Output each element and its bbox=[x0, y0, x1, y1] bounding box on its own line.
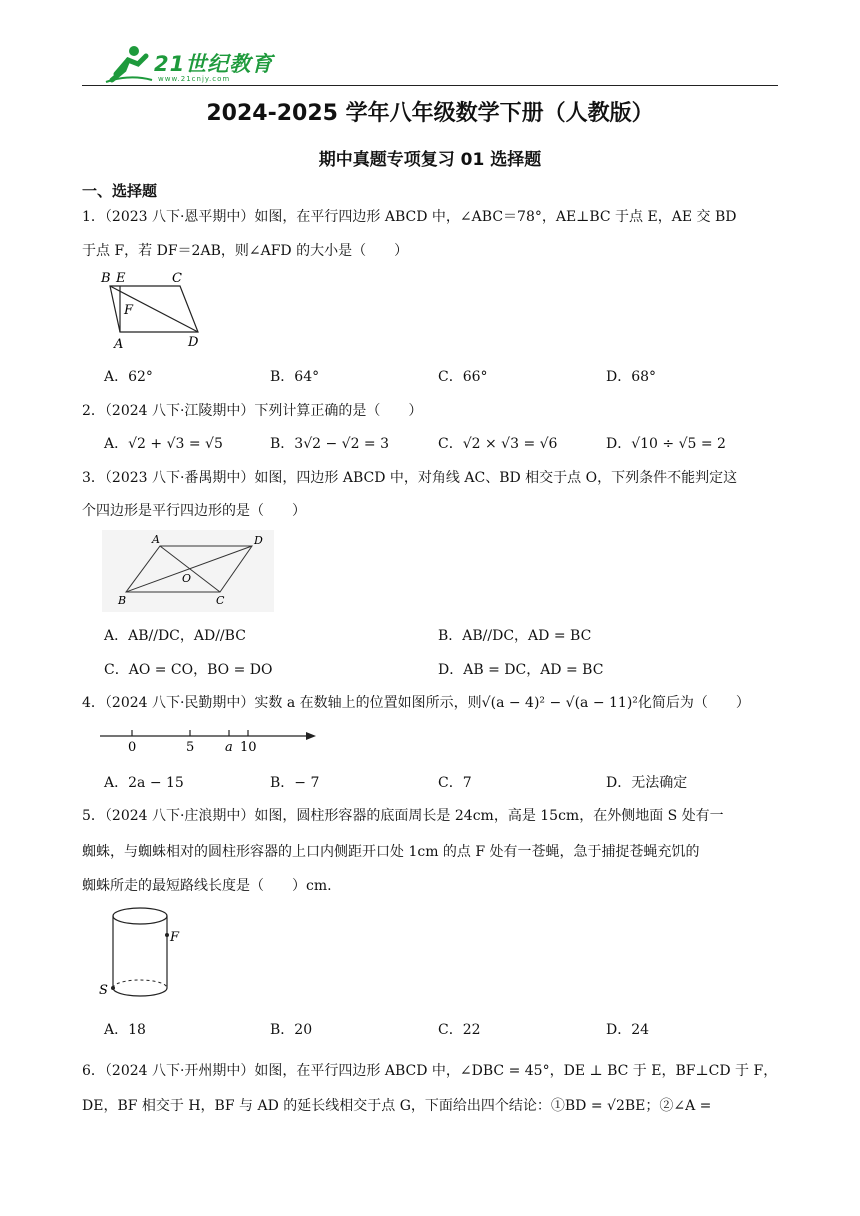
q1-label-a: A bbox=[114, 337, 124, 352]
q4-option-d: D．无法确定 bbox=[606, 775, 688, 791]
section-heading: 一、选择题 bbox=[82, 182, 158, 200]
q5-label-s: S bbox=[99, 983, 108, 998]
q4-option-b: B．− 7 bbox=[270, 775, 320, 791]
q2-option-d: D．√10 ÷ √5 = 2 bbox=[606, 436, 726, 452]
q3-option-c: C．AO = CO，BO = DO bbox=[104, 662, 273, 678]
logo-url: www.21cnjy.com bbox=[158, 75, 231, 83]
q3-line-2: 个四边形是平行四边形的是（ ） bbox=[82, 503, 306, 519]
q5-line-2: 蜘蛛，与蜘蛛相对的圆柱形容器的上口内侧距开口处 1cm 的点 F 处有一苍蝇，急于捕捉苍蝇充饥的 bbox=[82, 844, 700, 860]
q5-label-f: F bbox=[170, 930, 180, 945]
q4-tick-10: 10 bbox=[240, 740, 257, 754]
q4-tick-0: 0 bbox=[128, 740, 137, 754]
q2-option-b: B．3√2 − √2 = 3 bbox=[270, 436, 390, 452]
q1-option-a: A．62° bbox=[104, 369, 153, 385]
q2-option-a: A．√2 + √3 = √5 bbox=[104, 436, 223, 452]
q3-label-o: O bbox=[182, 572, 192, 585]
q3-option-a: A．AB//DC，AD//BC bbox=[104, 628, 246, 644]
q2-line-1: 2．（2024 八下·江陵期中）下列计算正确的是（ ） bbox=[82, 403, 423, 419]
q3-line-1: 3．（2023 八下·番禺期中）如图，四边形 ABCD 中，对角线 AC、BD 相交于点 O，下列条件不能判定这 bbox=[82, 470, 738, 486]
q1-label-c: C bbox=[172, 271, 182, 286]
q1-label-e: E bbox=[116, 271, 126, 286]
q5-option-b: B．20 bbox=[270, 1022, 313, 1038]
q5-line-1: 5．（2024 八下·庄浪期中）如图，圆柱形容器的底面周长是 24cm，高是 15cm，在外侧地面 S 处有一 bbox=[82, 808, 724, 824]
q4-option-c: C．7 bbox=[438, 775, 472, 791]
q4-line-1: 4．（2024 八下·民勤期中）实数 a 在数轴上的位置如图所示，则√(a − 4)² − √(a − 11)²化简后为（ ） bbox=[82, 695, 750, 711]
q4-tick-a: a bbox=[225, 740, 233, 754]
q5-option-c: C．22 bbox=[438, 1022, 481, 1038]
q5-option-a: A．18 bbox=[104, 1022, 146, 1038]
q3-label-d: D bbox=[254, 534, 263, 547]
logo bbox=[104, 44, 274, 86]
q4-option-a: A．2a − 15 bbox=[104, 775, 184, 791]
q1-option-d: D．68° bbox=[606, 369, 657, 385]
page-title: 2024-2025 学年八年级数学下册（人教版） bbox=[206, 101, 654, 126]
header-rule bbox=[82, 85, 778, 86]
q4-figure-number-line bbox=[98, 722, 320, 754]
q2-option-c: C．√2 × √3 = √6 bbox=[438, 436, 558, 452]
q6-line-1: 6．（2024 八下·开州期中）如图，在平行四边形 ABCD 中，∠DBC = 45°，DE ⊥ BC 于 E，BF⊥CD 于 F， bbox=[82, 1063, 778, 1079]
q3-label-b: B bbox=[118, 594, 127, 607]
q1-option-b: B．64° bbox=[270, 369, 320, 385]
q5-option-d: D．24 bbox=[606, 1022, 650, 1038]
q1-line-1: 1．（2023 八下·恩平期中）如图，在平行四边形 ABCD 中，∠ABC＝78°，AE⊥BC 于点 E，AE 交 BD bbox=[82, 209, 737, 225]
page-subtitle: 期中真题专项复习 01 选择题 bbox=[318, 150, 542, 170]
q1-option-c: C．66° bbox=[438, 369, 488, 385]
q3-option-b: B．AB//DC，AD = BC bbox=[438, 628, 592, 644]
q5-line-3: 蜘蛛所走的最短路线长度是（ ）cm. bbox=[82, 878, 332, 894]
q3-label-c: C bbox=[216, 594, 225, 607]
q3-figure-quadrilateral bbox=[102, 530, 274, 612]
q6-line-2: DE，BF 相交于 H，BF 与 AD 的延长线相交于点 G，下面给出四个结论：①BD = √2BE；②∠A = bbox=[82, 1098, 712, 1114]
q1-label-b: B bbox=[101, 271, 111, 286]
logo-text: 21世纪教育 bbox=[154, 52, 274, 76]
runner-logo-icon bbox=[104, 44, 154, 84]
q3-option-d: D．AB = DC，AD = BC bbox=[438, 662, 604, 678]
q1-figure-parallelogram bbox=[98, 268, 208, 352]
q1-label-d: D bbox=[188, 335, 199, 350]
q4-tick-5: 5 bbox=[186, 740, 195, 754]
q1-label-f: F bbox=[124, 303, 134, 318]
q5-figure-cylinder bbox=[96, 904, 192, 1002]
q3-label-a: A bbox=[152, 533, 160, 546]
q1-line-2: 于点 F，若 DF＝2AB，则∠AFD 的大小是（ ） bbox=[82, 243, 409, 259]
